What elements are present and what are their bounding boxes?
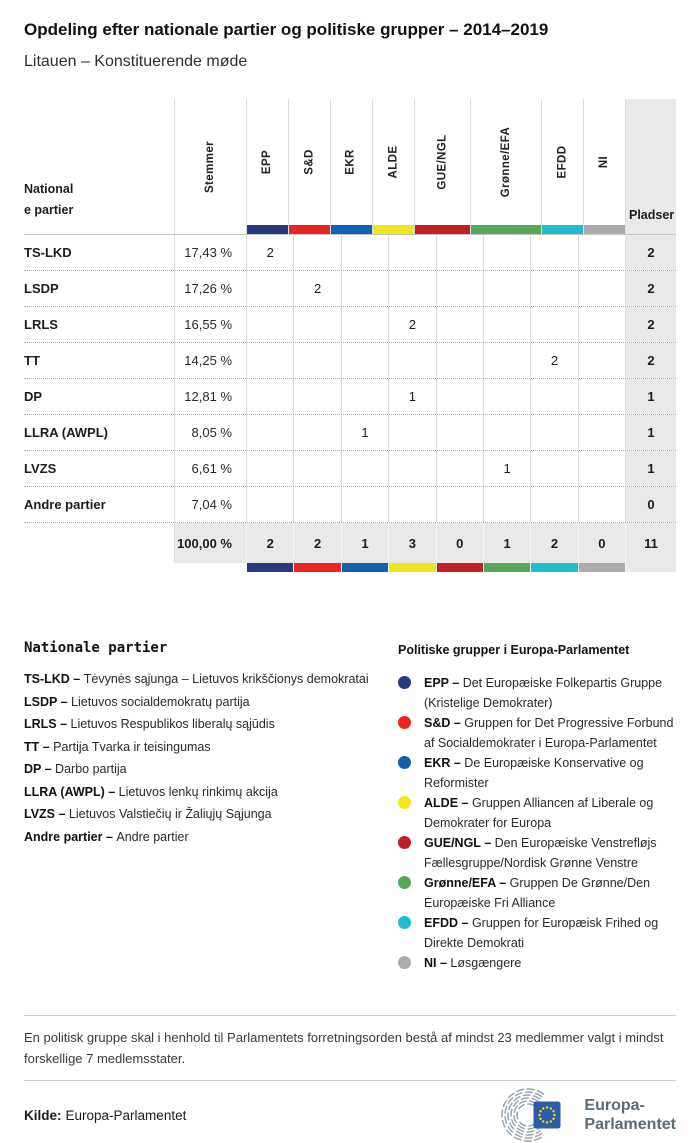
group-column-header-ALDE [372,99,414,234]
group-description [424,753,674,793]
group-abbr: EKR – [424,756,465,770]
party-abbr: DP – [24,762,56,776]
page-title: Opdeling efter nationale partier og politiske grupper – 2014–2019 [24,20,549,39]
source-line [24,1108,186,1123]
party-description: Lietuvos lenkų rinkimų akcija [118,784,278,799]
group-column-label: GUE/NGL [436,134,449,190]
table-row [24,270,676,306]
seat-cell-EPP [246,271,293,306]
bottom-color-bar-EFDD [530,563,577,572]
seat-cell-NI [578,451,625,486]
group-color-dot [398,876,411,889]
bottom-color-bar-Grønne/EFA [483,563,530,572]
political-groups-legend [398,640,676,973]
group-column-header-EPP [246,99,288,234]
legends-section [24,640,676,973]
seat-cell-GUE/NGL [436,235,483,270]
seat-cell-S&D [293,307,340,342]
party-abbr: TT – [24,739,54,754]
seat-cell-EFDD: 2 [530,343,577,378]
seat-cell-GUE/NGL [436,271,483,306]
grand-total-cell: 11 [625,523,676,563]
party-abbr: LLRA (AWPL) – [24,784,119,799]
seat-cell-EKR [341,343,388,378]
seat-cell-EPP [246,343,293,378]
group-color-dot [398,916,411,929]
party-description: Lietuvos Valstiečių ir Žaliųjų Sąjunga [68,807,272,821]
group-color-bar [415,225,470,234]
group-description [424,673,674,713]
national-party-legend-item [24,717,398,731]
bottom-color-bar-EPP [246,563,293,572]
total-seat-cell-S&D: 2 [293,523,340,563]
seat-cell-NI [578,307,625,342]
group-description-text: De Europæiske Konservative og Reformister [424,756,644,790]
seat-cell-ALDE [388,271,435,306]
bottom-color-bar-S&D [293,563,340,572]
seat-cell-EKR [341,379,388,414]
group-column-header-Grønne/EFA [470,99,541,234]
seat-cell-S&D: 2 [293,271,340,306]
group-column-label: ALDE [387,145,400,179]
group-color-bar [542,225,583,234]
group-column-label: NI [598,155,611,169]
seat-cell-Grønne/EFA: 1 [483,451,530,486]
votes-cell: 16,55 % [174,307,246,342]
seat-cell-ALDE [388,487,435,522]
national-party-legend-item [24,695,398,709]
seat-cell-EFDD [530,307,577,342]
party-name-cell: TS-LKD [24,245,72,260]
seat-cell-EKR [341,451,388,486]
seat-cell-EPP [246,307,293,342]
table-row [24,342,676,378]
party-abbr: TS-LKD – [24,672,84,686]
party-column-header [24,99,174,234]
page-subtitle: Litauen – Konstituerende møde [24,53,248,70]
political-group-legend-item [398,913,676,953]
table-total-row [24,522,676,563]
seat-cell-GUE/NGL [436,343,483,378]
votes-cell: 6,61 % [174,451,246,486]
group-color-bar [331,225,372,234]
seat-cell-ALDE: 2 [388,307,435,342]
seat-cell-EPP [246,379,293,414]
seat-cell-Grønne/EFA [483,271,530,306]
group-column-label: S&D [303,149,316,175]
seat-cell-S&D [293,343,340,378]
seat-cell-ALDE [388,343,435,378]
seat-cell-NI [578,379,625,414]
table-row [24,450,676,486]
seat-cell-Grønne/EFA [483,415,530,450]
votes-cell: 17,43 % [174,235,246,270]
seat-cell-S&D [293,487,340,522]
group-column-header-EKR [330,99,372,234]
group-column-header-NI [583,99,625,234]
group-description-text: Gruppen De Grønne/Den Europæiske Fri Alliance [424,876,651,910]
party-abbr: LRLS – [24,717,71,731]
group-column-header-GUE/NGL [414,99,470,234]
table-row [24,306,676,342]
seat-cell-EFDD [530,271,577,306]
votes-cell: 7,04 % [174,487,246,522]
total-seat-cell-EKR: 1 [341,523,388,563]
political-group-legend-item [398,873,676,913]
pladser-column-label: Pladser [629,208,675,222]
total-seats-cell: 0 [625,487,676,522]
seat-cell-NI [578,343,625,378]
party-description: Lietuvos Respublikos liberalų sąjūdis [70,717,275,731]
hemicycle-flag-icon [498,1087,576,1143]
political-group-legend-item [398,953,676,973]
seat-cell-ALDE [388,235,435,270]
group-abbr: NI – [424,956,451,970]
total-seat-cell-Grønne/EFA: 1 [483,523,530,563]
bottom-color-bars [24,563,676,572]
seat-cell-NI [578,415,625,450]
national-party-legend-item [24,762,398,776]
political-group-legend-item [398,713,676,753]
party-name-cell: DP [24,389,43,404]
seat-cell-EPP [246,487,293,522]
group-column-header-S&D [288,99,330,234]
table-row [24,414,676,450]
table-row [24,378,676,414]
party-description: Darbo partija [55,762,127,776]
group-description-text: Det Europæiske Folkepartis Gruppe (Kristelige Demokrater) [424,676,663,710]
seats-table [24,99,676,572]
group-abbr: GUE/NGL – [424,836,495,850]
group-color-dot [398,796,411,809]
party-name-cell: Andre partier [24,497,106,512]
seat-cell-S&D [293,235,340,270]
group-column-label: EKR [345,149,358,175]
seat-cell-NI [578,271,625,306]
group-column-label: EFDD [556,145,569,179]
votes-cell: 14,25 % [174,343,246,378]
national-party-legend-item [24,807,398,821]
group-abbr: S&D – [424,716,465,730]
national-parties-legend [24,640,398,973]
political-group-legend-item [398,793,676,833]
votes-cell: 12,81 % [174,379,246,414]
political-group-legend-item [398,833,676,873]
seat-cell-EKR: 1 [341,415,388,450]
seat-cell-ALDE: 1 [388,379,435,414]
total-seats-cell: 1 [625,415,676,450]
total-seat-cell-EFDD: 2 [530,523,577,563]
total-seats-cell: 2 [625,307,676,342]
seat-cell-EPP [246,415,293,450]
votes-cell: 8,05 % [174,415,246,450]
seat-cell-NI [578,235,625,270]
group-abbr: EFDD – [424,916,472,930]
seat-cell-ALDE [388,451,435,486]
seat-cell-Grønne/EFA [483,343,530,378]
seat-cell-S&D [293,379,340,414]
total-seat-cell-GUE/NGL: 0 [436,523,483,563]
party-header-line1: National [24,182,74,196]
footnote: En politisk gruppe skal i henhold til Parlamentets forretningsorden bestå af mindst 23 medlemmer valgt i mindst forskellige 7 medlemsstater. [24,1030,664,1066]
seat-cell-GUE/NGL [436,307,483,342]
total-seats-cell: 1 [625,451,676,486]
bottom-color-bar-ALDE [388,563,435,572]
seat-cell-EFDD [530,235,577,270]
total-seat-cell-NI: 0 [578,523,625,563]
divider-top [24,1015,676,1016]
seat-cell-EFDD [530,451,577,486]
source-value: Europa-Parlamentet [65,1107,187,1123]
group-column-label: EPP [261,149,274,175]
group-color-dot [398,756,411,769]
bottom-color-bar-EKR [341,563,388,572]
party-header-line2: e partier [24,203,74,217]
group-description [424,913,674,953]
eu-parliament-logo [498,1087,676,1143]
total-seats-cell: 2 [625,271,676,306]
seat-cell-EKR [341,487,388,522]
seat-cell-EFDD [530,379,577,414]
group-description-text: Gruppen for Det Progressive Forbund af Socialdemokrater i Europa-Parlamentet [424,716,674,750]
group-description [424,873,674,913]
group-description-text: Gruppen for Europæisk Frihed og Direkte Demokrati [424,916,659,950]
seat-cell-GUE/NGL [436,487,483,522]
party-name-cell: TT [24,353,40,368]
political-groups-legend-heading: Politiske grupper i Europa-Parlamentet [398,643,630,657]
group-color-dot [398,956,411,969]
party-name-cell: LLRA (AWPL) [24,425,108,440]
seat-cell-EPP [246,451,293,486]
political-group-legend-item [398,753,676,793]
group-abbr: EPP – [424,676,463,690]
eu-flag-icon [534,1102,561,1129]
eu-parliament-logo-text [584,1096,676,1134]
national-parties-legend-heading: Nationale partier [24,640,168,656]
source-label: Kilde: [24,1107,62,1123]
group-description-text: Gruppen Alliancen af Liberale og Demokrater for Europa [424,796,654,830]
group-abbr: ALDE – [424,796,472,810]
total-seats-cell: 2 [625,235,676,270]
group-color-dot [398,836,411,849]
group-color-dot [398,676,411,689]
group-description [424,793,674,833]
votes-cell: 17,26 % [174,271,246,306]
pladser-column-header [625,99,676,234]
party-abbr: LSDP – [24,694,72,709]
seat-cell-EKR [341,271,388,306]
party-abbr: Andre partier – [24,829,117,844]
seat-cell-EKR [341,235,388,270]
seat-cell-ALDE [388,415,435,450]
seat-cell-Grønne/EFA [483,487,530,522]
total-seat-cell-EPP: 2 [246,523,293,563]
group-color-bar [289,225,330,234]
party-name-cell: LVZS [24,461,57,476]
divider-bottom [24,1080,676,1081]
total-party-cell [24,523,174,563]
seat-cell-EKR [341,307,388,342]
party-name-cell: LRLS [24,317,58,332]
national-party-legend-item [24,672,398,686]
group-color-bar [584,225,625,234]
table-header-row [24,99,676,234]
group-description [424,833,674,873]
total-seats-cell: 1 [625,379,676,414]
seat-cell-GUE/NGL [436,451,483,486]
stemmer-column-label: Stemmer [204,140,217,193]
seat-cell-Grønne/EFA [483,235,530,270]
seat-cell-NI [578,487,625,522]
group-column-label: Grønne/EFA [499,126,512,198]
seat-cell-Grønne/EFA [483,307,530,342]
seat-cell-GUE/NGL [436,415,483,450]
bottom-color-bar-GUE/NGL [436,563,483,572]
national-party-legend-item [24,830,398,844]
table-body [24,234,676,522]
group-color-bar [471,225,541,234]
bottom-color-bar-NI [578,563,625,572]
national-party-legend-item [24,785,398,799]
group-description [424,953,674,973]
total-seats-cell: 2 [625,343,676,378]
party-description: Tėvynės sąjunga – Lietuvos krikščionys demokratai [83,672,369,686]
group-description [424,713,674,753]
political-group-legend-item [398,673,676,713]
group-color-bar [247,225,288,234]
seat-cell-S&D [293,451,340,486]
group-description-text: Den Europæiske Venstrefløjs Fællesgruppe/Nordisk Grønne Venstre [424,836,657,870]
table-row [24,235,676,270]
seat-cell-EPP: 2 [246,235,293,270]
source-row [24,1087,676,1143]
logo-text-line1: Europa- [584,1097,645,1114]
group-color-dot [398,716,411,729]
group-column-header-EFDD [541,99,583,234]
total-seat-cell-ALDE: 3 [388,523,435,563]
seat-cell-EFDD [530,415,577,450]
seat-cell-GUE/NGL [436,379,483,414]
group-description-text: Løsgængere [450,956,522,970]
table-row [24,486,676,522]
party-abbr: LVZS – [24,807,69,821]
party-description: Partija Tvarka ir teisingumas [53,739,211,754]
seat-cell-Grønne/EFA [483,379,530,414]
party-description: Andre partier [116,829,189,844]
stemmer-column-header [174,99,246,234]
group-abbr: Grønne/EFA – [424,876,510,890]
seat-cell-EFDD [530,487,577,522]
logo-text-line2: Parlamentet [584,1116,676,1133]
party-name-cell: LSDP [24,281,59,296]
seat-cell-S&D [293,415,340,450]
group-color-bar [373,225,414,234]
national-party-legend-item [24,740,398,754]
party-description: Lietuvos socialdemokratų partija [71,694,250,709]
total-votes-cell: 100,00 % [174,523,246,563]
